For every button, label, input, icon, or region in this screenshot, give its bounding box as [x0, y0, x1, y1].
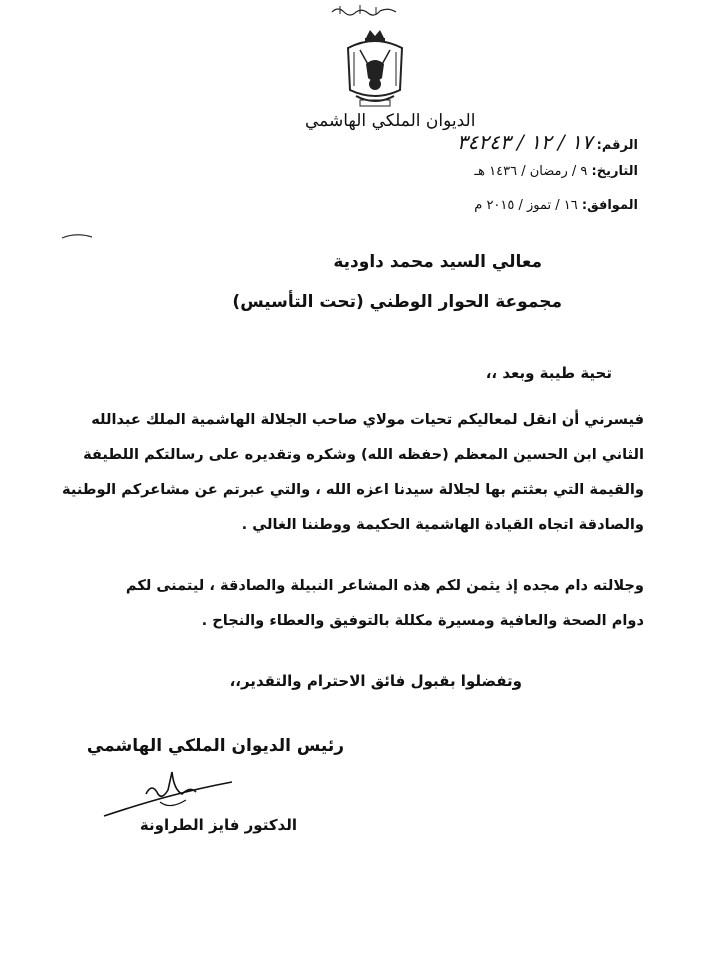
paragraph-line: والقيمة التي بعثتم بها لجلالة سيدنا اعزه الله ، والتي عبرتم عن مشاعركم الوطنية [62, 481, 644, 498]
paragraph-1 [62, 402, 644, 542]
gregorian-date-label: الموافق: [581, 198, 638, 213]
reference-number-value: ١٧ / ١٢ / ٣٤٢٤٣ [456, 130, 593, 154]
bismillah-calligraphy [330, 2, 400, 18]
signer-title: رئيس الديوان الملكي الهاشمي [86, 736, 344, 756]
royal-crest-icon [340, 28, 410, 110]
signer-name: الدكتور فايز الطراونة [139, 816, 297, 834]
hijri-date-label: التاريخ: [591, 164, 638, 179]
paragraph-line: الثاني ابن الحسين المعظم (حفظه الله) وشكره وتقديره على رسالتكم اللطيفة [83, 446, 644, 463]
greeting: تحية طيبة وبعد ،، [485, 364, 612, 382]
pen-mark [60, 232, 94, 240]
hijri-date [474, 164, 638, 179]
gregorian-date [474, 198, 638, 213]
paragraph-line: وجلالته دام مجده إذ يثمن لكم هذه المشاعر النبيلة والصادقة ، ليتمنى لكم [125, 577, 644, 594]
paragraph-2 [84, 568, 644, 638]
gregorian-date-value: ١٦ / تموز / ٢٠١٥ م [474, 198, 578, 213]
organization-name: الديوان الملكي الهاشمي [305, 111, 476, 131]
paragraph-line: والصادقة اتجاه القيادة الهاشمية الحكيمة ووطننا الغالي . [241, 516, 644, 533]
addressee-name: معالي السيد محمد داودية [333, 252, 542, 272]
handwritten-signature-icon [100, 760, 240, 820]
reference-number [457, 130, 638, 154]
reference-number-label: الرقم: [596, 138, 638, 153]
hijri-date-value: ٩ / رمضان / ١٤٣٦ هـ [474, 164, 588, 179]
closing-line: وتفضلوا بقبول فائق الاحترام والتقدير،، [229, 672, 522, 690]
paragraph-line: دوام الصحة والعافية ومسيرة مكللة بالتوفيق والعطاء والنجاح . [201, 612, 644, 629]
addressee-group: مجموعة الحوار الوطني (تحت التأسيس) [232, 292, 562, 312]
paragraph-line: فيسرني أن انقل لمعاليكم تحيات مولاي صاحب الجلالة الهاشمية الملك عبدالله [91, 411, 644, 428]
